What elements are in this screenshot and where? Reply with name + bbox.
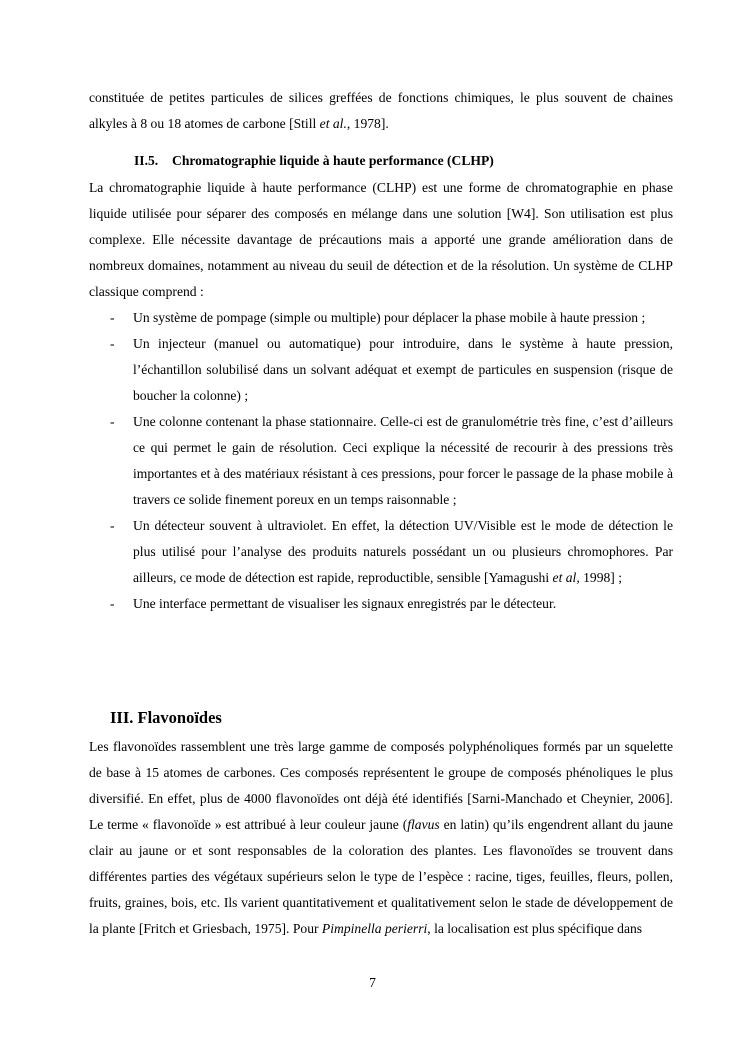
page-number: 7 <box>369 975 376 990</box>
list-item <box>89 331 673 409</box>
list-item-italic: et al, <box>552 570 580 585</box>
bullet-dash: - <box>110 310 115 325</box>
list-item <box>89 305 673 331</box>
list-item-text: Une colonne contenant la phase stationnaire. Celle-ci est de granulométrie très fine, c’est d’ailleurs ce qui permet le gain de résolution. Ceci explique la nécessité de recourir à des pressions très importantes et à des matériaux résistant à ces pressions, pour forcer le passage de la phase mobile à travers ce solide finement poreux en un temps raisonnable ; <box>133 414 673 507</box>
list-item-text: Un détecteur souvent à ultraviolet. En effet, la détection UV/Visible est le mode de détection le plus utilisé pour l’analyse des produits naturels possédant un ou plusieurs chromophores. Par ailleurs, ce mode de détection est rapide, reproductible, sensible [Yamagushi <box>133 518 673 585</box>
bullet-dash: - <box>110 518 115 533</box>
list-item <box>89 513 673 591</box>
list-item <box>89 591 673 617</box>
flavonoides-italic-species: Pimpinella perierri <box>321 921 428 936</box>
list-item <box>89 409 673 513</box>
flavonoides-part-b: en latin) qu’ils engendrent allant du jaune clair au jaune or et sont responsables de la coloration des plantes. Les flavonoïdes se trouvent dans différentes parties des végétaux supérieurs selon le type de l’espèce : racine, tiges, feuilles, fleurs, pollen, fruits, graines, bois, etc. Ils varient quantitativement et qualitativement selon le stade de développement de la plante [Fritch et Griesbach, 1975]. Pour <box>89 817 673 936</box>
paragraph-1-part-b: , 1978]. <box>346 116 389 131</box>
bullet-dash: - <box>110 414 115 429</box>
section-title: Chromatographie liquide à haute performance (CLHP) <box>172 153 494 168</box>
section-heading-3: III. Flavonoïdes <box>110 708 222 727</box>
paragraph-1-text <box>89 85 673 137</box>
clhp-components-list <box>89 305 673 617</box>
bullet-dash: - <box>110 336 115 351</box>
flavonoides-part-a: Les flavonoïdes rassemblent une très large gamme de composés polyphénoliques formés par un squelette de base à 15 atomes de carbones. Ces composés représentent le groupe de composés phénoliques le plus diversifié. En effet, plus de 4000 flavonoïdes ont déjà été identifiés [Sarni-Manchado et Cheynier, 2006]. Le terme « flavonoïde » est attribué à leur couleur jaune ( <box>89 739 673 832</box>
list-item-text: Une interface permettant de visualiser les signaux enregistrés par le détecteur. <box>133 596 557 611</box>
section-number: II.5. <box>134 153 159 168</box>
section-heading-2-5 <box>134 150 494 172</box>
list-item-text: Un injecteur (manuel ou automatique) pour introduire, dans le système à haute pression, l’échantillon solubilisé dans un solvant adéquat et exempt de particules en suspension (risque de boucher la colonne) ; <box>133 336 673 403</box>
paragraph-1-part-a: constituée de petites particules de silices greffées de fonctions chimiques, le plus souvent de chaines alkyles à 8 ou 18 atomes de carbone [Still <box>89 90 673 131</box>
paragraph-flavonoides <box>89 734 673 942</box>
paragraph-clhp-intro <box>89 175 673 305</box>
paragraph-1 <box>89 85 673 137</box>
list-item-text: Un système de pompage (simple ou multiple) pour déplacer la phase mobile à haute pression ; <box>133 310 646 325</box>
paragraph-1-italic: et al. <box>319 116 347 131</box>
flavonoides-text <box>89 734 673 942</box>
list-item-text-end: 1998] ; <box>579 570 623 585</box>
flavonoides-part-c: , la localisation est plus spécifique dans <box>427 921 643 936</box>
flavonoides-italic-flavus: flavus <box>407 817 440 832</box>
clhp-intro-text: La chromatographie liquide à haute performance (CLHP) est une forme de chromatographie en phase liquide utilisée pour séparer des composés en mélange dans une solution [W4]. Son utilisation est plus complexe. Elle nécessite davantage de précautions mais a apporté une grande amélioration dans de nombreux domaines, notamment au niveau du seuil de détection et de la résolution. Un système de CLHP classique comprend : <box>89 180 673 299</box>
bullet-dash: - <box>110 596 115 611</box>
